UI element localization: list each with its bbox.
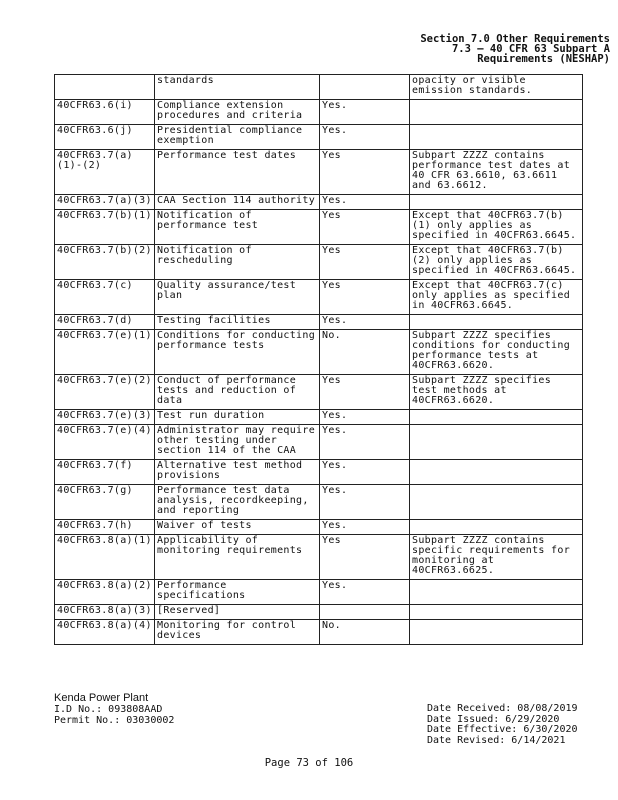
applies-cell [320,605,410,620]
table-row [55,195,583,210]
subject-cell: Waiver of tests [155,520,320,535]
explanation-cell [410,605,583,620]
explanation-cell [410,620,583,645]
applies-cell: Yes. [320,195,410,210]
page-number: Page 73 of 106 [264,757,354,769]
table-row [55,245,583,280]
subject-cell: Quality assurance/test plan [155,280,320,315]
applies-cell: Yes. [320,315,410,330]
applies-cell: Yes. [320,460,410,485]
subject-cell: Testing facilities [155,315,320,330]
citation-cell: 40CFR63.7(c) [55,280,155,315]
subject-cell: standards [155,75,320,100]
citation-cell: 40CFR63.8(a)(2) [55,580,155,605]
subject-cell: Administrator may require other testing under section 114 of the CAA [155,425,320,460]
table-row [55,485,583,520]
applies-cell: Yes. [320,100,410,125]
citation-cell: 40CFR63.7(b)(2) [55,245,155,280]
citation-cell: 40CFR63.8(a)(4) [55,620,155,645]
citation-cell: 40CFR63.8(a)(1) [55,535,155,580]
table-row [55,580,583,605]
citation-cell: 40CFR63.7(f) [55,460,155,485]
citation-cell: 40CFR63.7(h) [55,520,155,535]
citation-cell: 40CFR63.7(a)(1)-(2) [55,150,155,195]
explanation-cell [410,425,583,460]
citation-cell: 40CFR63.7(e)(2) [55,375,155,410]
explanation-cell: opacity or visible emission standards. [410,75,583,100]
subject-cell: CAA Section 114 authority [155,195,320,210]
table-row [55,535,583,580]
explanation-cell [410,100,583,125]
explanation-cell [410,460,583,485]
explanation-cell: Except that 40CFR63.7(b)(2) only applies as specified in 40CFR63.6645. [410,245,583,280]
citation-cell: 40CFR63.7(e)(1) [55,330,155,375]
applies-cell: Yes [320,150,410,195]
explanation-cell: Subpart ZZZZ contains specific requirements for monitoring at 40CFR63.6625. [410,535,583,580]
applies-cell: Yes [320,245,410,280]
subject-cell: Notification of performance test [155,210,320,245]
date-issued: Date Issued: 6/29/2020 [427,713,560,725]
subject-cell: Conditions for conducting performance tests [155,330,320,375]
explanation-cell [410,125,583,150]
explanation-cell [410,195,583,210]
applies-cell: Yes [320,280,410,315]
applies-cell: Yes. [320,425,410,460]
explanation-cell [410,580,583,605]
section-header [420,34,610,64]
header-line-1: Section 7.0 Other Requirements [420,33,610,45]
explanation-cell [410,485,583,520]
explanation-cell [410,520,583,535]
applies-cell [320,75,410,100]
requirements-table [54,74,583,645]
citation-cell: 40CFR63.7(d) [55,315,155,330]
applies-cell: Yes. [320,580,410,605]
facility-id: I.D No.: 093808AAD [54,704,163,715]
table-row [55,75,583,100]
subject-cell: [Reserved] [155,605,320,620]
permit-dates [427,704,578,746]
facility-info [54,693,174,726]
date-revised: Date Revised: 6/14/2021 [427,734,566,746]
applies-cell: No. [320,330,410,375]
table-row [55,410,583,425]
applies-cell: Yes [320,535,410,580]
citation-cell: 40CFR63.7(e)(4) [55,425,155,460]
subject-cell: Performance test data analysis, recordkeeping, and reporting [155,485,320,520]
citation-cell: 40CFR63.7(b)(1) [55,210,155,245]
citation-cell: 40CFR63.7(g) [55,485,155,520]
table-row [55,620,583,645]
facility-name: Kenda Power Plant [54,692,149,704]
requirements-table-body [55,75,583,645]
subject-cell: Compliance extension procedures and criteria [155,100,320,125]
applies-cell: Yes [320,375,410,410]
citation-cell: 40CFR63.7(e)(3) [55,410,155,425]
subject-cell: Performance test dates [155,150,320,195]
citation-cell: 40CFR63.6(j) [55,125,155,150]
header-line-3: Requirements (NESHAP) [477,53,610,65]
table-row [55,605,583,620]
subject-cell: Monitoring for control devices [155,620,320,645]
table-row [55,425,583,460]
explanation-cell: Subpart ZZZZ contains performance test dates at 40 CFR 63.6610, 63.6611 and 63.6612. [410,150,583,195]
explanation-cell: Except that 40CFR63.7(b)(1) only applies as specified in 40CFR63.6645. [410,210,583,245]
date-received: Date Received: 08/08/2019 [427,703,578,714]
citation-cell: 40CFR63.6(i) [55,100,155,125]
applies-cell: Yes. [320,520,410,535]
subject-cell: Presidential compliance exemption [155,125,320,150]
explanation-cell: Subpart ZZZZ specifies test methods at 40CFR63.6620. [410,375,583,410]
permit-number: Permit No.: 03030002 [54,715,175,726]
citation-cell: 40CFR63.7(a)(3) [55,195,155,210]
subject-cell: Applicability of monitoring requirements [155,535,320,580]
table-row [55,210,583,245]
header-line-2: 7.3 – 40 CFR 63 Subpart A [451,43,610,55]
table-row [55,330,583,375]
citation-cell: 40CFR63.8(a)(3) [55,605,155,620]
subject-cell: Conduct of performance tests and reduction of data [155,375,320,410]
explanation-cell [410,410,583,425]
subject-cell: Test run duration [155,410,320,425]
applies-cell: Yes. [320,410,410,425]
explanation-cell [410,315,583,330]
table-row [55,280,583,315]
explanation-cell: Subpart ZZZZ specifies conditions for conducting performance tests at 40CFR63.6620. [410,330,583,375]
date-effective: Date Effective: 6/30/2020 [427,724,578,735]
table-row [55,315,583,330]
table-row [55,125,583,150]
applies-cell: Yes. [320,485,410,520]
table-row [55,150,583,195]
table-row [55,460,583,485]
subject-cell: Performance specifications [155,580,320,605]
applies-cell: Yes. [320,125,410,150]
explanation-cell: Except that 40CFR63.7(c) only applies as specified in 40CFR63.6645. [410,280,583,315]
applies-cell: Yes [320,210,410,245]
applies-cell: No. [320,620,410,645]
citation-cell [55,75,155,100]
table-row [55,100,583,125]
subject-cell: Alternative test method provisions [155,460,320,485]
table-row [55,375,583,410]
table-row [55,520,583,535]
subject-cell: Notification of rescheduling [155,245,320,280]
